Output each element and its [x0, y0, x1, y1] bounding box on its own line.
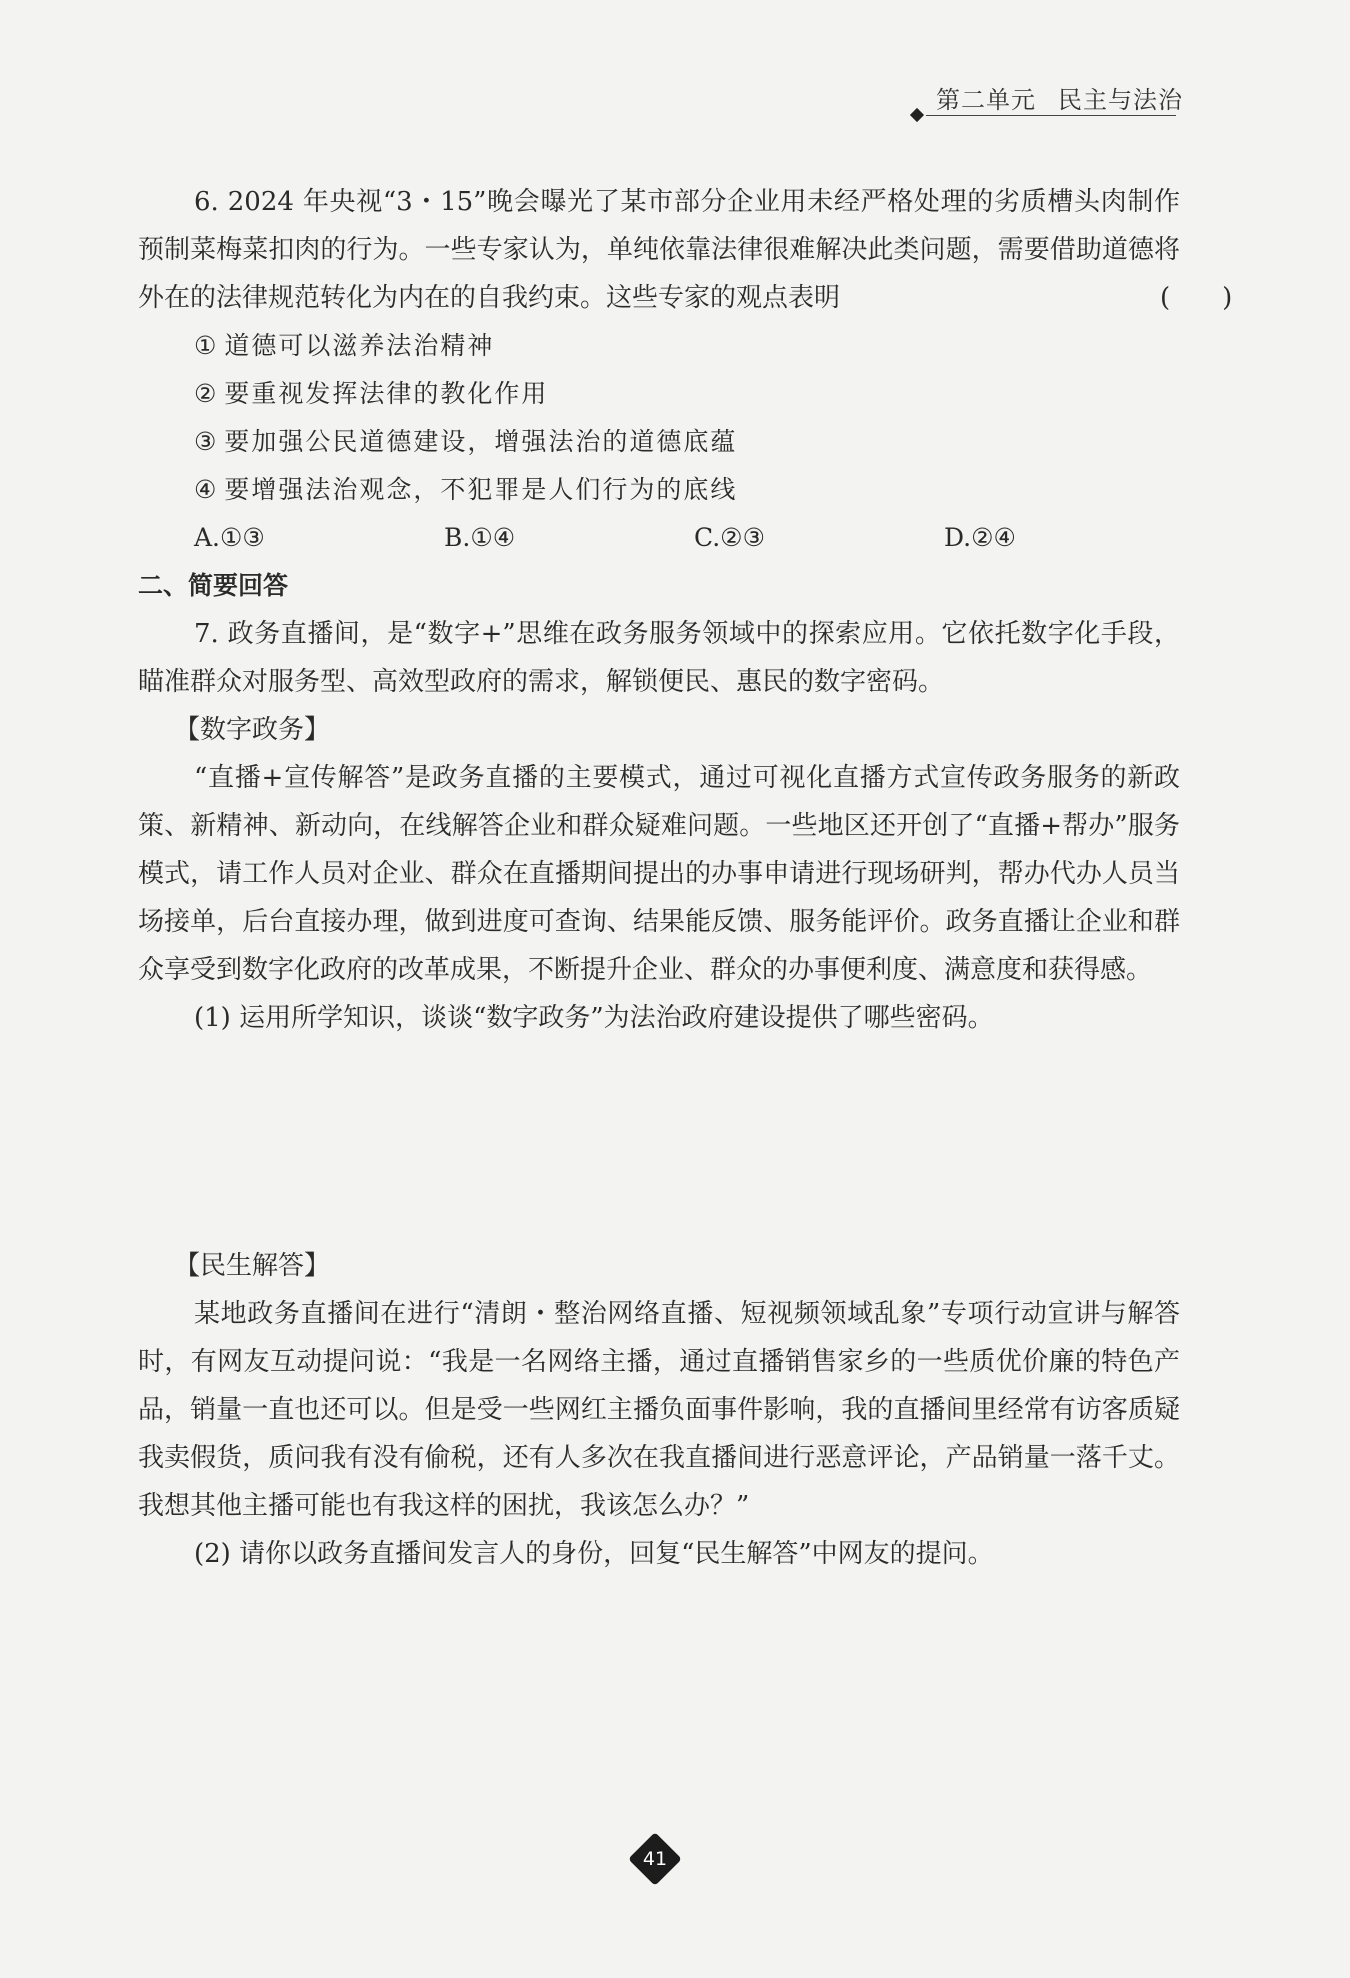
part1-text: “直播+宣传解答”是政务直播的主要模式，通过可视化直播方式宣传政务服务的新政策、新精神、新动向，在线解答企业和群众疑难问题。一些地区还开创了“直播+帮办”服务模式，请工作人员对企业、群众在直播期间提出的办事申请进行现场研判，帮办代办人员当场接单，后台直接办理，做到进度可查询、结果能反馈、服务能评价。政务直播让企业和群众享受到数字化政府的改革成果，不断提升企业、群众的办事便利度、满意度和获得感。 — [138, 763, 1180, 985]
diamond-bullet-icon — [910, 108, 924, 122]
choice-a: A.①③ — [194, 523, 265, 552]
part1-title: 【数字政务】 — [174, 715, 331, 745]
header-rule — [926, 115, 1176, 116]
answer-paren: ( ) — [1160, 283, 1233, 313]
header-unit: 第二单元 — [936, 86, 1036, 114]
page-content — [138, 178, 1233, 1578]
option-3: ③ 要加强公民道德建设，增强法治的道德底蕴 — [194, 427, 738, 456]
question-7-2: (2) 请你以政务直播间发言人的身份，回复“民生解答”中网友的提问。 — [194, 1539, 994, 1569]
option-1: ① 道德可以滋养法治精神 — [194, 331, 495, 360]
question-7-intro: 7. 政务直播间，是“数字+”思维在政务服务领域中的探索应用。它依托数字化手段，瞄准群众对服务型、高效型政府的需求，解锁便民、惠民的数字密码。 — [138, 619, 1180, 697]
choice-b: B.①④ — [444, 523, 516, 552]
choice-row — [138, 514, 1180, 562]
question-7 — [138, 610, 1180, 1578]
question-7-1: (1) 运用所学知识，谈谈“数字政务”为法治政府建设提供了哪些密码。 — [194, 1003, 994, 1033]
page-number-badge — [636, 1840, 674, 1878]
option-4: ④ 要增强法治观念，不犯罪是人们行为的底线 — [194, 475, 738, 504]
question-6 — [138, 178, 1233, 562]
question-6-stem: 6. 2024 年央视“3・15”晚会曝光了某市部分企业用未经严格处理的劣质槽头肉制作预制菜梅菜扣肉的行为。一些专家认为，单纯依靠法律很难解决此类问题，需要借助道德将外在的法律规范转化为内在的自我约束。这些专家的观点表明 ( ) — [138, 178, 1180, 322]
choice-d: D.②④ — [944, 523, 1016, 552]
section-title: 二、简要回答 — [138, 571, 289, 600]
part2-text: 某地政务直播间在进行“清朗・整治网络直播、短视频领域乱象”专项行动宣讲与解答时，有网友互动提问说：“我是一名网络主播，通过直播销售家乡的一些质优价廉的特色产品，销量一直也还可以。但是受一些网红主播负面事件影响，我的直播间里经常有访客质疑我卖假货，质问我有没有偷税，还有人多次在我直播间进行恶意评论，产品销量一落千丈。我想其他主播可能也有我这样的困扰，我该怎么办？” — [138, 1299, 1180, 1521]
option-2: ② 要重视发挥法律的教化作用 — [194, 379, 549, 408]
answer-space-1[interactable] — [138, 1042, 1180, 1242]
choice-c: C.②③ — [694, 523, 766, 552]
part2-title: 【民生解答】 — [174, 1251, 331, 1281]
header-title: 民主与法治 — [1058, 86, 1183, 114]
page-number: 41 — [642, 1848, 668, 1870]
